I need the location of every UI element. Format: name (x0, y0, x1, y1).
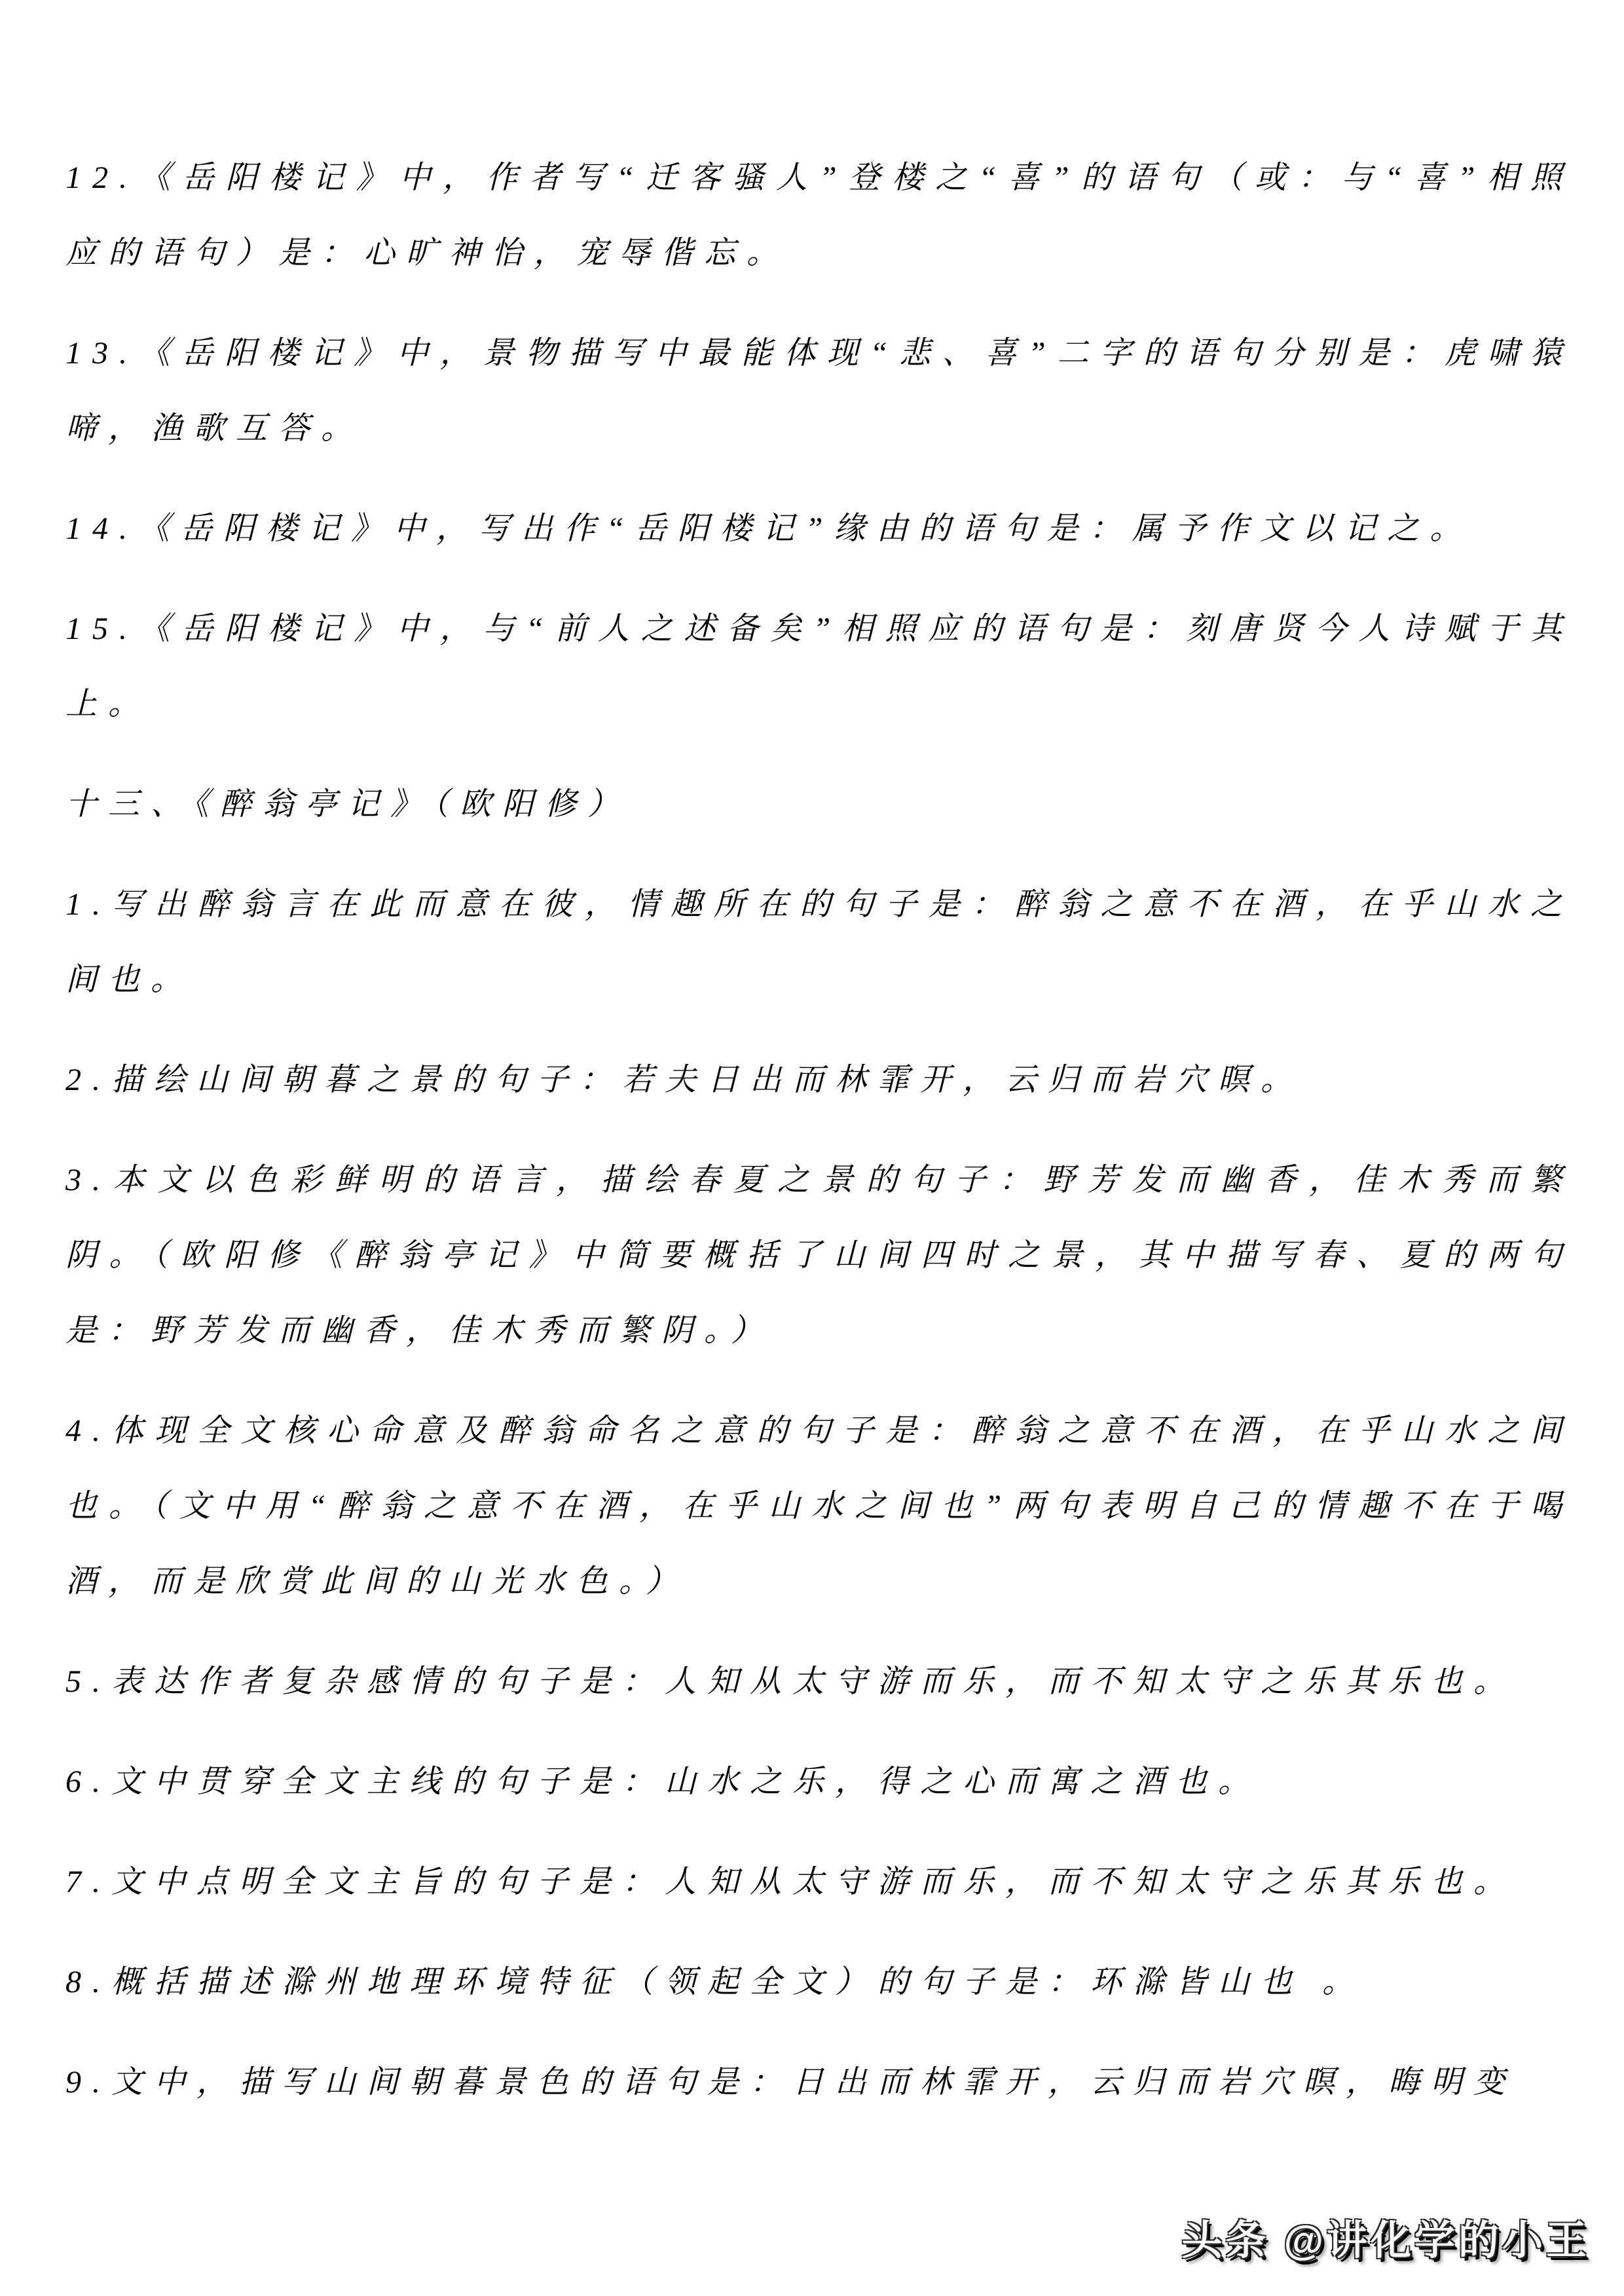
question-item: 6.文中贯穿全文主线的句子是：山水之乐，得之心而寓之酒也。 (65, 1764, 1261, 1799)
section-heading: 十三、《醉翁亭记》（欧阳修） (65, 787, 631, 822)
question-item: 13.《岳阳楼记》中，景物描写中最能体现“悲、喜”二字的语句分别是：虎啸猿啼，渔歌互答。 (65, 336, 1573, 446)
question-item: 12.《岳阳楼记》中，作者写“迁客骚人”登楼之“喜”的语句（或：与“喜”相照应的语句）是：心旷神怡，宠辱偕忘。 (65, 160, 1573, 270)
question-item: 9.文中，描写山间朝暮景色的语句是：日出而林霏开，云归而岩穴暝，晦明变 (65, 2065, 1517, 2100)
question-item: 4.体现全文核心命意及醉翁命名之意的句子是：醉翁之意不在酒，在乎山水之间也。（文中用“醉翁之意不在酒，在乎山水之间也”两句表明自己的情趣不在于喝酒，而是欣赏此间的山光水色。） (65, 1413, 1573, 1599)
question-item: 2.描绘山间朝暮之景的句子：若夫日出而林霏开，云归而岩穴暝。 (65, 1063, 1304, 1097)
question-item: 7.文中点明全文主旨的句子是：人知从太守游而乐，而不知太守之乐其乐也。 (65, 1865, 1517, 1899)
question-item: 14.《岳阳楼记》中，写出作“岳阳楼记”缘由的语句是：属予作文以记之。 (65, 511, 1473, 546)
toutiao-watermark: 头条 @讲化学的小王 (1181, 2218, 1590, 2263)
question-item: 1.写出醉翁言在此而意在彼，情趣所在的句子是：醉翁之意不在酒，在乎山水之间也。 (65, 887, 1573, 997)
question-item: 5.表达作者复杂感情的句子是：人知从太守游而乐，而不知太守之乐其乐也。 (65, 1664, 1517, 1699)
question-item: 8.概括描述滁州地理环境特征（领起全文）的句子是：环滁皆山也 。 (65, 1965, 1365, 1999)
question-item: 15.《岳阳楼记》中，与“前人之述备矣”相照应的语句是：刻唐贤今人诗赋于其上。 (65, 611, 1573, 721)
question-item: 3.本文以色彩鲜明的语言，描绘春夏之景的句子：野芳发而幽香，佳木秀而繁阴。（欧阳修《醉翁亭记》中简要概括了山间四时之景，其中描写春、夏的两句是：野芳发而幽香，佳木秀而繁阴。） (65, 1163, 1573, 1348)
document-body (65, 140, 1573, 2145)
